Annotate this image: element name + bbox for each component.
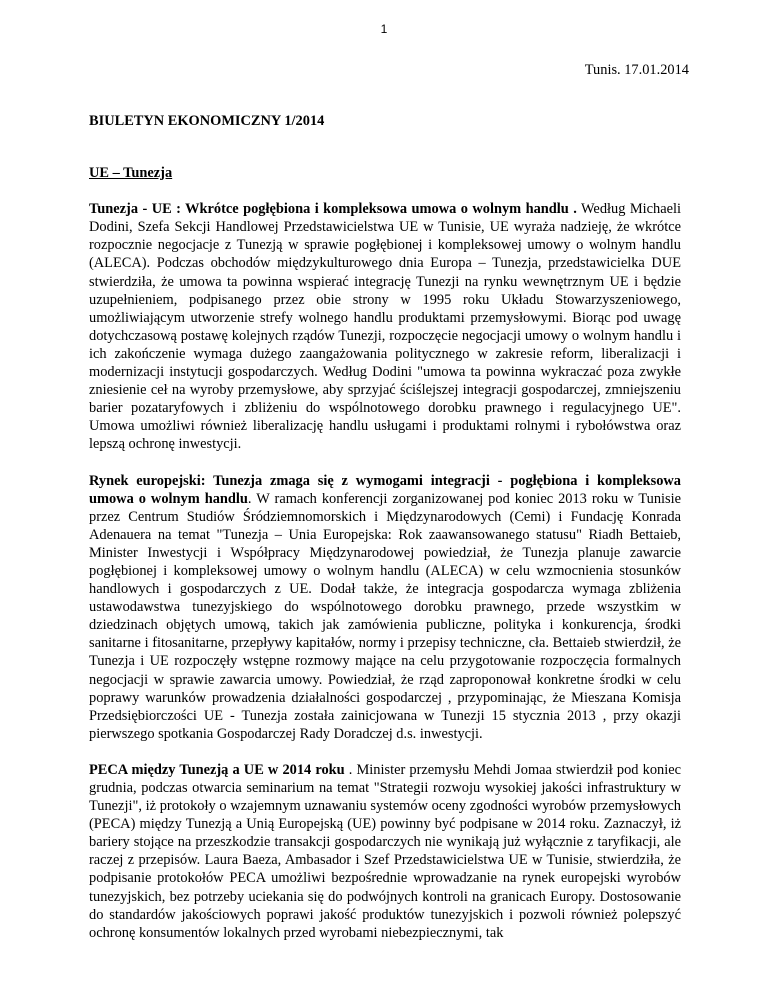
bulletin-title: BIULETYN EKONOMICZNY 1/2014 <box>89 113 325 129</box>
paragraph-body: Według Michaeli Dodini, Szefa Sekcji Handlowej Przedstawicielstwa UE w Tunisie, UE wyraża nadzieję, że wkrótce rozpocznie negocjacje z Tunezją w sprawie pogłębionej i kompleksowej umowy o wolnym handlu (ALECA). Podczas obchodów międzykulturowego dnia Europa – Tunezja, przedstawicielka DUE stwierdziła, że umowa ta powinna wspierać integrację Tunezji na rynku wewnętrznym UE i będzie uzupełnieniem, podpisanego przez obie strony w 1995 roku Układu Stowarzyszeniowego, umożliwiającym utworzenie strefy wolnego handlu produktami przemysłowymi. Biorąc pod uwagę dotychczasową postawę kolejnych rządów Tunezji, rozpoczęcie negocjacji umowy o wolnym handlu i ich zakończenie wymaga dużego zaangażowania politycznego w zakresie reform, liberalizacji i modernizacji instytucji gospodarczych. Według Dodini "umowa ta powinna wykraczać poza zwykłe zniesienie ceł na wyroby przemysłowe, aby sprzyjać ściślejszej integracji gospodarczej, zmniejszeniu barier pozataryfowych i zbliżeniu do wspólnotowego dorobku prawnego i regulacyjnego UE". Umowa umożliwi również liberalizację handlu usługami i produktami rolnymi i rybołówstwa oraz lepszą ochronę inwestycji. <box>89 201 681 453</box>
paragraph-lead: Rynek europejski: Tunezja zmaga się z wymogami integracji - pogłębiona i kompleksowa umowa o wolnym handlu <box>89 472 681 507</box>
page-number: 1 <box>380 22 388 36</box>
document-date: Tunis. 17.01.2014 <box>584 62 689 78</box>
document-body <box>89 100 681 942</box>
paragraph-lead: PECA między Tunezją a UE w 2014 roku <box>89 761 345 778</box>
paragraph-body: . W ramach konferencji zorganizowanej pod koniec 2013 roku w Tunisie przez Centrum Studiów Śródziemnomorskich i Międzynarodowych (Cemi) i Fundację Konrada Adenauera na temat "Tunezja – Unia Europejska: Rok zaawansowanego statusu" Riadh Bettaieb, Minister Inwestycji i Współpracy Międzynarodowej powiedział, że Tunezja planuje zawarcie pogłębionej i kompleksowej umowy o wolnym handlu (ALECA) w celu wzmocnienia stosunków handlowych i gospodarczych z UE. Dodał także, że integracja gospodarcza wymaga zbliżenia ustawodawstwa tunezyjskiego do wspólnotowego dorobku prawnego, przede wszystkim w dziedzinach objętych umową, takich jak zamówienia publiczne, polityka i konkurencja, środki sanitarne i fitosanitarne, przepływy kapitałów, normy i przepisy techniczne, cła. Bettaieb stwierdził, że Tunezja i UE rozpoczęły wstępne rozmowy mające na celu przygotowanie rozpoczęcia formalnych negocjacji w sprawie zawarcia umowy. Powiedział, że rząd zaproponował konkretne środki w celu poprawy warunków prowadzenia działalności gospodarczej , przypominając, że Mieszana Komisja Przedsiębiorczości UE - Tunezja została zainicjowana w Tunezji 15 stycznia 2013 , przy okazji pierwszego spotkania Gospodarczej Rady Doradczej d.s. inwestycji. <box>89 490 681 742</box>
paragraph-body: . Minister przemysłu Mehdi Jomaa stwierdził pod koniec grudnia, podczas otwarcia seminarium na temat "Strategii rozwoju wysokiej jakości infrastruktury w Tunezji", iż protokoły o wzajemnym uznawaniu systemów oceny zgodności wyrobów przemysłowych (PECA) między Tunezją a Unią Europejską (UE) powinny być podpisane w 2014 roku. Zaznaczył, iż bariery stojące na przeszkodzie transakcji gospodarczych nie wynikają już wyłącznie z taryfikacji, ale raczej z przepisów. Laura Baeza, Ambasador i Szef Przedstawicielstwa UE w Tunisie, stwierdziła, że podpisanie protokołów PECA umożliwi bezpośrednie wprowadzanie na rynek europejski wyrobów tunezyjskich, bez potrzeby uciekania się do podwójnych kontroli na granicach Europy. Dostosowanie do standardów jakościowych poprawi jakość produktów tunezyjskich i pozwoli również polepszyć ochronę konsumentów lokalnych przed wyrobami niebezpiecznymi, tak <box>89 761 681 941</box>
paragraph-european-market <box>89 472 681 743</box>
paragraph-lead: Tunezja - UE : Wkrótce pogłębiona i kompleksowa umowa o wolnym handlu . <box>89 201 577 218</box>
section-heading: UE – Tunezja <box>89 165 173 182</box>
paragraph-eu-tunisia-dcfta <box>89 200 681 453</box>
paragraph-peca <box>89 761 681 942</box>
